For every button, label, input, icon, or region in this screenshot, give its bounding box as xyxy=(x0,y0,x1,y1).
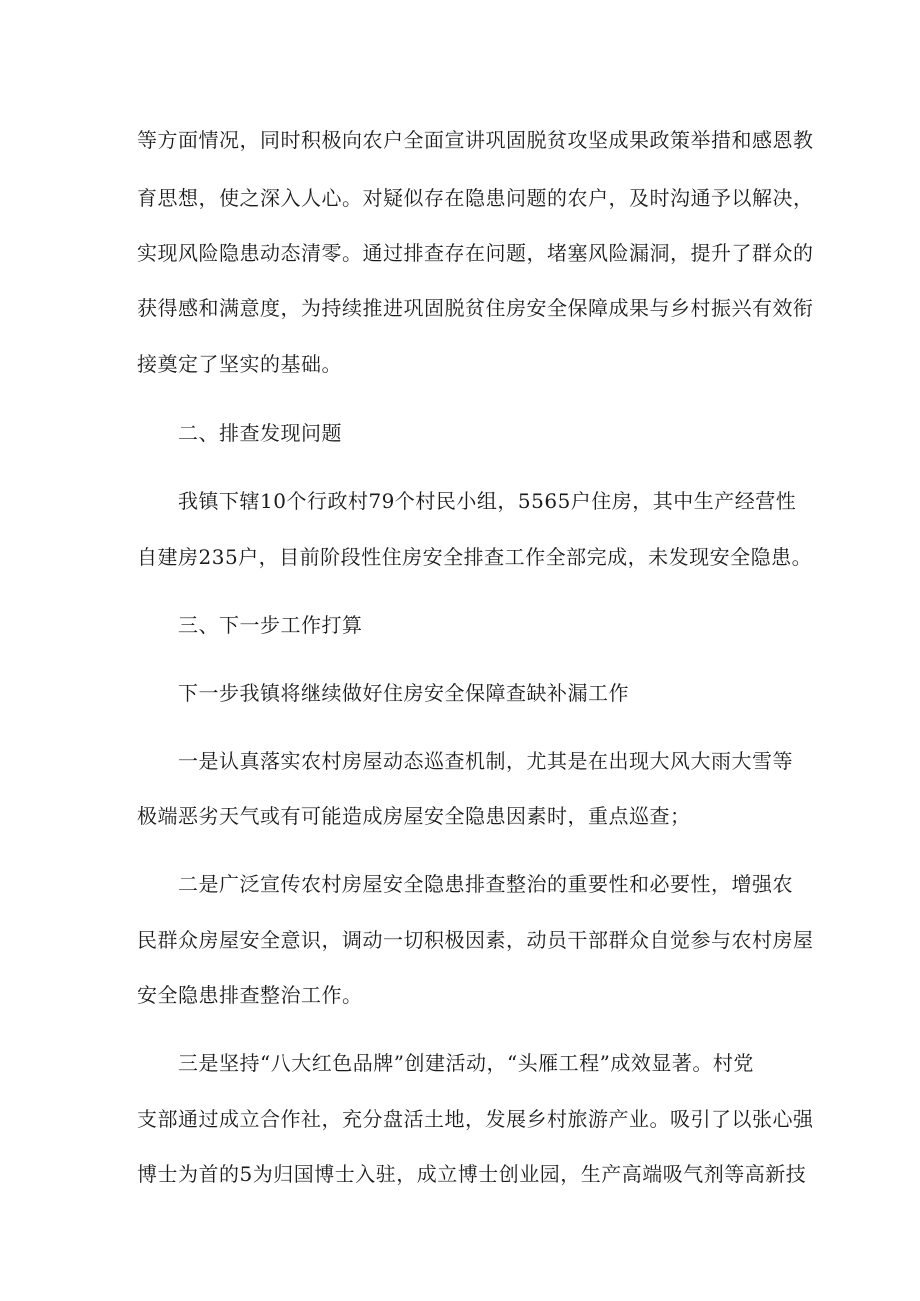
paragraph-line: 民群众房屋安全意识，调动一切积极因素，动员干部群众自觉参与农村房屋 xyxy=(137,928,814,952)
paragraph-line: 极端恶劣天气或有可能造成房屋安全隐患因素时，重点巡查； xyxy=(137,804,691,828)
paragraph-line: 育思想，使之深入人心。对疑似存在隐患问题的农户，及时沟通予以解决， xyxy=(137,186,814,210)
paragraph-line: 下一步我镇将继续做好住房安全保障查缺补漏工作 xyxy=(178,681,629,705)
section-heading: 三、下一步工作打算 xyxy=(178,613,363,637)
paragraph-line: 安全隐患排查整治工作。 xyxy=(137,983,363,1007)
paragraph-line: 实现风险隐患动态清零。通过排查存在问题，堵塞风险漏洞，提升了群众的 xyxy=(137,241,814,265)
paragraph-line: 二是广泛宣传农村房屋安全隐患排查整治的重要性和必要性，增强农 xyxy=(178,872,793,896)
paragraph-line: 我镇下辖10个行政村79个村民小组，5565户住房，其中生产经营性 xyxy=(178,489,797,513)
paragraph-line: 等方面情况，同时积极向农户全面宣讲巩固脱贫攻坚成果政策举措和感恩教 xyxy=(137,128,814,152)
paragraph-line: 三是坚持“八大红色品牌”创建活动，“头雁工程”成效显著。村党 xyxy=(178,1051,754,1075)
paragraph-line: 一是认真落实农村房屋动态巡查机制，尤其是在出现大风大雨大雪等 xyxy=(178,749,793,773)
paragraph-line: 支部通过成立合作社，充分盘活土地，发展乡村旅游产业。吸引了以张心强 xyxy=(137,1107,814,1131)
section-heading: 二、排查发现问题 xyxy=(178,421,342,445)
paragraph-line: 自建房235户，目前阶段性住房安全排查工作全部完成，未发现安全隐患。 xyxy=(137,545,813,569)
paragraph-line: 获得感和满意度，为持续推进巩固脱贫住房安全保障成果与乡村振兴有效衔 xyxy=(137,296,814,320)
paragraph-line: 博士为首的5为归国博士入驻，成立博士创业园，生产高端吸气剂等高新技 xyxy=(137,1162,807,1186)
paragraph-line: 接奠定了坚实的基础。 xyxy=(137,352,342,376)
